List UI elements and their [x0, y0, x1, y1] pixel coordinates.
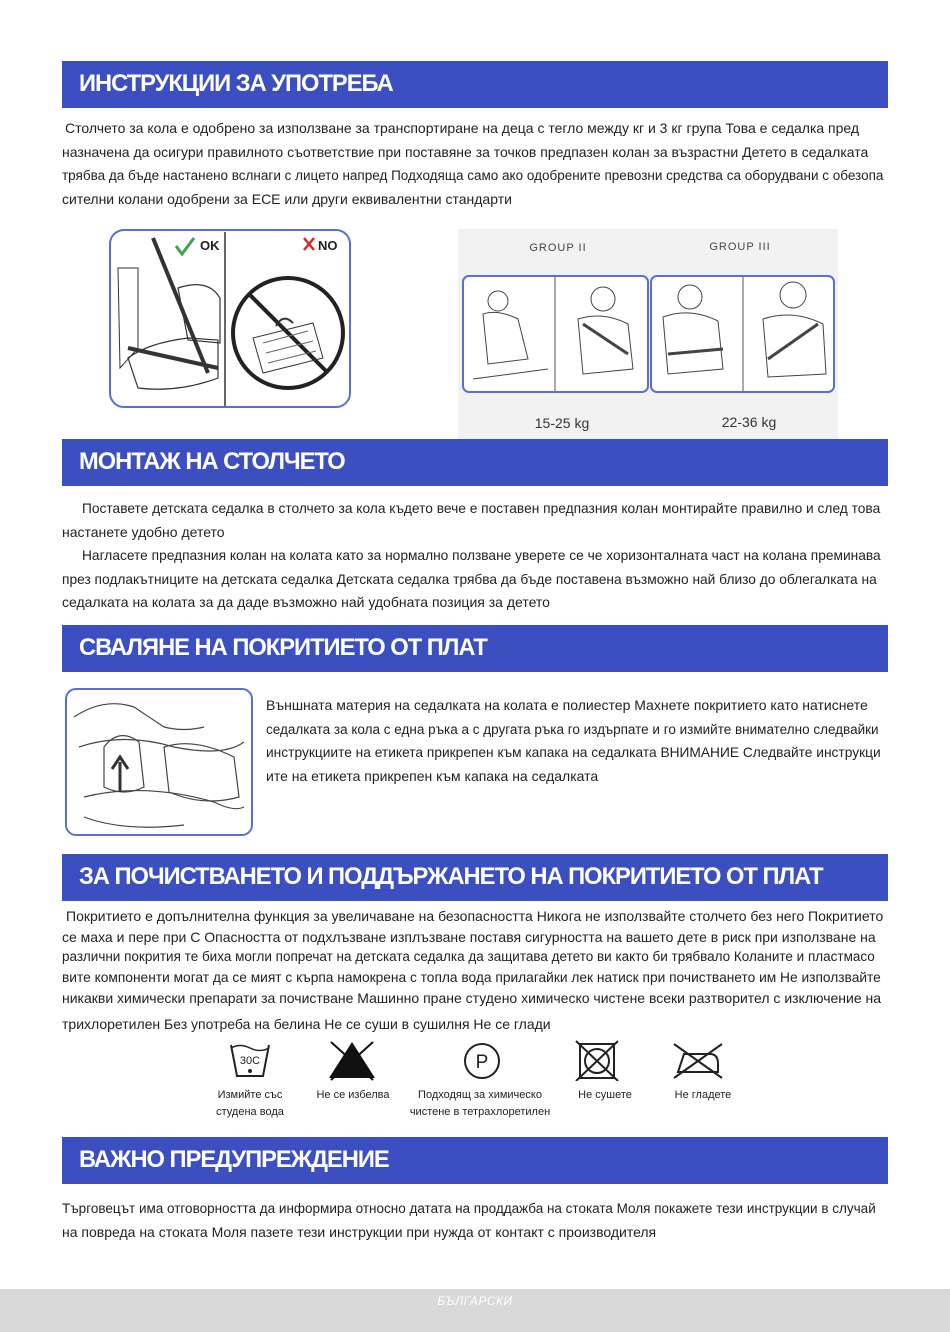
text-line: трихлоретилен Без употреба на белина Не се суши в сушилня Не се глади: [62, 1015, 551, 1032]
text-line: седалката за кола с една ръка а с другата ръка го издърпате и го измийте внимателно следвайки: [266, 721, 879, 737]
text-line: през подлакътниците на детската седалка Детската седалка трябва да бъде поставена възможно най близо до облегалката на: [62, 571, 877, 587]
text-line: се маха и пере при С Опасността от подхлъзване изплъзване поставя сигурността на вашето дете в риск при използване на: [62, 928, 876, 945]
care-label-dry-clean: Подходящ за химическо чистене в тетрахлоретилен: [409, 1089, 551, 1118]
section-header-cover-removal: СВАЛЯНЕ НА ПОКРИТИЕТО ОТ ПЛАТ: [62, 625, 888, 672]
text-line: настанете удобно детето: [62, 523, 225, 540]
ok-label: OK: [200, 238, 220, 253]
text-line: никакви химически препарати за почистване Машинно пране студено химическо чистене всеки разтворител с изключение на: [62, 990, 882, 1006]
no-label: NO: [318, 238, 338, 253]
text-line: Поставете детската седалка в столчето за кола където вече е поставен предпазния колан монтирайте правилно и след това: [82, 501, 881, 516]
text-line: различни покрития те биха могли попречат на детската седалка да защитава детето ви както би трябвало Коланите и пластмасо: [62, 949, 875, 964]
care-label-wash: Измийте със студена вода: [216, 1089, 284, 1118]
dry-clean-p-icon: [460, 1040, 504, 1080]
care-label-no-dry: Не сушете: [578, 1089, 632, 1101]
usage-paragraph: [62, 117, 888, 211]
group-weights-illustration: [458, 229, 838, 439]
care-label-no-bleach: Не се избелва: [316, 1089, 390, 1101]
text-line: Покритието е допълнителна функция за увеличаване на безопасността Никога не използвайте столчето без него Покритието: [66, 908, 884, 924]
no-tumble-dry-icon: [574, 1039, 620, 1081]
text-line: трябва да бъде настанено вслнаги с лицето напред Подходяща само ако одобрените превозни средства са оборудвани с обезопа: [62, 168, 884, 183]
text-line: вите компоненти могат да се мият с кърпа намокрена с топла вода прилагайки лек натиск при почистването им Не използвайте: [62, 969, 881, 985]
cover-removal-illustration: [64, 687, 254, 837]
text-line: Търговецът има отговорността да информира относно датата на проддажба на стоката Моля покажете тези инструкции в случай: [62, 1201, 876, 1216]
text-line: Външната материя на седалката на колата е полиестер Махнете покритието като натиснете: [266, 697, 868, 713]
text-line: назначена да осигури правилното съответствие при поставяне за точков предпазен колан за възрастни Детето в седалката: [62, 143, 869, 160]
text-line: ите на етикета прикрепен към капака на седалката: [266, 767, 599, 784]
mounting-paragraph: [62, 497, 888, 615]
svg-text:P: P: [475, 1052, 489, 1073]
footer-language: БЪЛГАРСКИ: [437, 1294, 513, 1308]
warning-paragraph: [62, 1197, 888, 1244]
group2-label: GROUP II: [529, 242, 587, 254]
text-line: Столчето за кола е одобрено за използване за транспортиране на деца с тегло между кг и 3 кг група Това е седалка пред: [65, 120, 860, 136]
group3-weight: 22-36 kg: [721, 414, 777, 430]
svg-text:30C: 30C: [239, 1055, 261, 1067]
cleaning-paragraph: [62, 906, 888, 1034]
group2-weight: 15-25 kg: [534, 415, 590, 431]
section-header-cleaning: ЗА ПОЧИСТВАНЕТО И ПОДДЪРЖАНЕТО НА ПОКРИТИЕТО ОТ ПЛАТ: [62, 854, 888, 901]
text-line: Нагласете предпазния колан на колата като за нормално ползване уверете се че хоризонталната част на колана преминава: [82, 548, 881, 563]
group3-label: GROUP III: [709, 241, 771, 253]
section-header-mounting: МОНТАЖ НА СТОЛЧЕТО: [62, 439, 888, 486]
wash-30-icon: [228, 1040, 272, 1080]
text-line: на повреда на стоката Моля пазете тези инструкции при нужда от контакт с производителя: [62, 1223, 657, 1240]
no-iron-icon: [670, 1040, 726, 1080]
text-line: инструкциите на етикета прикрепен към капака на седалката ВНИМАНИЕ Следвайте инструкци: [266, 745, 881, 760]
no-bleach-icon: [326, 1038, 378, 1082]
text-line: сителни колани одобрени за ECE или други еквивалентни стандарти: [62, 190, 512, 207]
section-header-warning: ВАЖНО ПРЕДУПРЕЖДЕНИЕ: [62, 1137, 888, 1184]
cover-removal-paragraph: [266, 694, 888, 788]
care-label-no-iron: Не гладете: [674, 1089, 732, 1101]
text-line: седалката на колата за да даде възможно най удобната позиция за детето: [62, 594, 550, 610]
section-header-usage: ИНСТРУКЦИИ ЗА УПОТРЕБА: [62, 61, 888, 108]
belt-ok-no-illustration: [108, 228, 353, 410]
